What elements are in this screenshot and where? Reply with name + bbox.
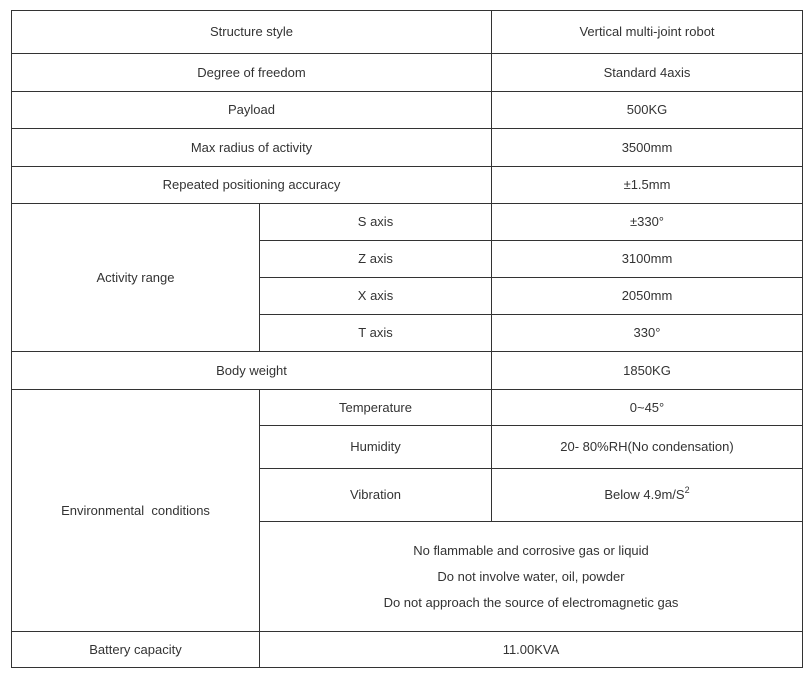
body-weight-label: Body weight	[12, 352, 492, 390]
table-row	[12, 390, 803, 426]
payload-value: 500KG	[492, 92, 803, 129]
note-no-electromagnetic-source: Do not approach the source of electromagnetic gas	[383, 594, 679, 610]
humidity-value: 20- 80%RH(No condensation)	[492, 426, 803, 469]
table-row	[12, 167, 803, 204]
humidity-label: Humidity	[260, 426, 492, 469]
body-weight-value: 1850KG	[492, 352, 803, 390]
temperature-label: Temperature	[260, 390, 492, 426]
s-axis-label: S axis	[260, 204, 492, 241]
structure-style-label: Structure style	[12, 11, 492, 54]
z-axis-value: 3100mm	[492, 241, 803, 278]
environmental-notes	[260, 522, 803, 632]
x-axis-label: X axis	[260, 278, 492, 315]
note-no-water-oil-powder: Do not involve water, oil, powder	[437, 568, 625, 584]
s-axis-value: ±330°	[492, 204, 803, 241]
table-row	[12, 129, 803, 167]
table-row	[12, 352, 803, 390]
environmental-conditions-label: Environmental conditions	[12, 390, 260, 632]
activity-range-label: Activity range	[12, 204, 260, 352]
battery-capacity-value: 11.00KVA	[260, 632, 803, 668]
table-row	[12, 54, 803, 92]
vibration-value-text: Below 4.9m/S	[604, 487, 685, 502]
x-axis-value: 2050mm	[492, 278, 803, 315]
vibration-exponent: 2	[684, 485, 690, 495]
payload-label: Payload	[12, 92, 492, 129]
vibration-value	[492, 469, 803, 522]
robot-spec-table	[11, 10, 803, 668]
temperature-value: 0~45°	[492, 390, 803, 426]
table-row	[12, 632, 803, 668]
t-axis-value: 330°	[492, 315, 803, 352]
structure-style-value: Vertical multi-joint robot	[492, 11, 803, 54]
degree-of-freedom-value: Standard 4axis	[492, 54, 803, 92]
repeat-accuracy-label: Repeated positioning accuracy	[12, 167, 492, 204]
battery-capacity-label: Battery capacity	[12, 632, 260, 668]
max-radius-value: 3500mm	[492, 129, 803, 167]
max-radius-label: Max radius of activity	[12, 129, 492, 167]
vibration-label: Vibration	[260, 469, 492, 522]
repeat-accuracy-value: ±1.5mm	[492, 167, 803, 204]
note-no-flammable-gas: No flammable and corrosive gas or liquid	[413, 542, 649, 558]
z-axis-label: Z axis	[260, 241, 492, 278]
degree-of-freedom-label: Degree of freedom	[12, 54, 492, 92]
table-row	[12, 204, 803, 241]
table-row	[12, 92, 803, 129]
table-row	[12, 11, 803, 54]
t-axis-label: T axis	[260, 315, 492, 352]
